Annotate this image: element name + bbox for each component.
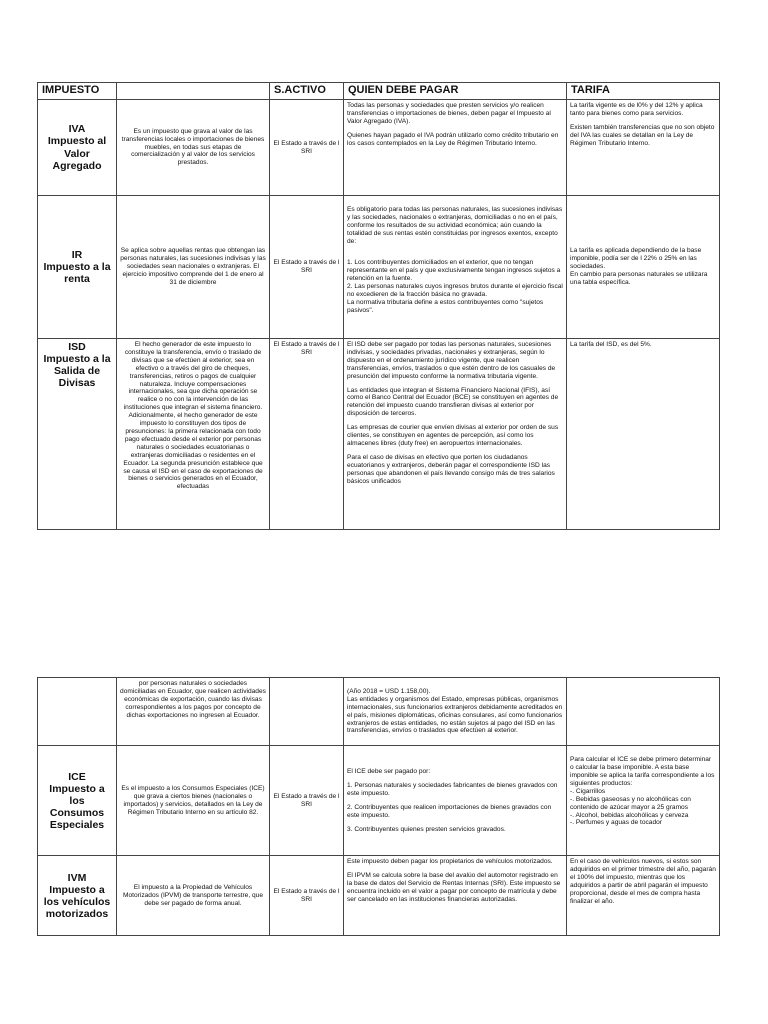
tax-description: Es un impuesto que grava al valor de las transferencias locales o importaciones de bienes muebles, en todas sus etapas de comercialización y al valor de los servicios prestados. (117, 100, 270, 196)
table-row (38, 100, 720, 196)
who-pays-cell: (Año 2018 = USD 1.158,00). Las entidades y organismos del Estado, empresas públicas, organismos internacionales, sus funcionarios extranjeros debidamente acreditados en el país, misiones diplomáticas, oficinas consulares, así como funcionarios extranjeros de estas entidades, no están sujetos al pago del ISD en las transferencias, envíos o traslados que efectúen al exterior. (344, 678, 567, 746)
tax-table-bottom (37, 677, 720, 936)
tax-name-cell: IVA Impuesto al Valor Agregado (38, 100, 117, 196)
table-row (38, 856, 720, 936)
table-row (38, 746, 720, 856)
active-subject: El Estado a través de l SRI (270, 100, 344, 196)
rate-cell: La tarifa es aplicada dependiendo de la base imponible, podía ser de l 22% o 25% en las sociedades. En cambio para personas naturales se utilizara una tabla específica. (567, 196, 720, 339)
header-impuesto: IMPUESTO (38, 83, 117, 100)
tax-description: por personas naturales o sociedades domiciliadas en Ecuador, que realicen actividades económicas de exportación, cuando las divisas correspondientes a los pagos por concepto de dichas exportaciones no ingresen al Ecuador. (117, 678, 270, 746)
who-pays-cell: Todas las personas y sociedades que presten servicios y/o realicen transferencias o importaciones de bienes, deben pagar el Impuesto al Valor Agregado (IVA). Quienes hayan pagado el IVA podrán utilizarlo como crédito tributario en los casos contemplados en la Ley de Régimen Tributario Interno. (344, 100, 567, 196)
table-row (38, 339, 720, 530)
tax-name-cell: ISD Impuesto a la Salida de Divisas (38, 339, 117, 530)
header-tarifa: TARIFA (567, 83, 720, 100)
rate-cell: Para calcular el ICE se debe primero determinar o calcular la base imponible. A esta base imponible se aplica la tarifa correspondiente a los siguientes productos: -. Cigarrillos -. Bebidas gaseosas y no alcohólicas con contenido de azúcar mayor a 25 gramos -. Alcohol, bebidas alcohólicas y cerveza -. Perfumes y aguas de tocador (567, 746, 720, 856)
tax-name-cell: IR Impuesto a la renta (38, 196, 117, 339)
rate-cell: En el caso de vehículos nuevos, si estos son adquiridos en el primer trimestre del año, pagarán el 100% del impuesto, mientras que los adquiridos a partir de abril pagarán el impuesto proporcional, desde el mes de compra hasta finalizar el año. (567, 856, 720, 936)
tax-name-cell: IVM Impuesto a los vehículos motorizados (38, 856, 117, 936)
active-subject: El Estado a través de l SRI (270, 746, 344, 856)
table-header-row (38, 83, 720, 100)
who-pays-cell: Es obligatorio para todas las personas naturales, las sucesiones indivisas y las sociedades, nacionales o extranjeras, domiciliadas o no en el país, conforme los resultados de su actividad económica; aún cuando la totalidad de sus rentas estén constituidas por ingresos exentos, excepto de: 1. Los contribuyentes domiciliados en el exterior, que no tengan representante en el país y que exclusivamente tengan ingresos sujetos a retención en la fuente. 2. Las personas naturales cuyos ingresos brutos durante el ejercicio fiscal no excedieren de la fracción básica no gravada. La normativa tributaria define a estos contribuyentes como "sujetos pasivos". (344, 196, 567, 339)
tax-description: Es el impuesto a los Consumos Especiales (ICE) que grava a ciertos bienes (nacionales o importados) y servicios, detallados en la Ley de Régimen Tributario Interno en su artículo 82. (117, 746, 270, 856)
header-empty (117, 83, 270, 100)
who-pays-cell: El ISD debe ser pagado por todas las personas naturales, sucesiones indivisas, y sociedades privadas, nacionales y extranjeras, según lo dispuesto en el ordenamiento jurídico vigente, que realicen transferencias, envíos, traslados o que estén dentro de los casuales de presunción del impuesto conforme la normativa tributaria vigente. Las entidades que integran el Sistema Financiero Nacional (IFIS), así como el Banco Central del Ecuador (BCE) se constituyen en agentes de retención del impuesto cuando transfieran divisas al exterior por disposición de terceros. Las empresas de courier que envíen divisas al exterior por orden de sus clientes, se constituyen en agentes de percepción, así como los almacenes libres (duty free) en aeropuertos internacionales. Para el caso de divisas en efectivo que porten los ciudadanos ecuatorianos y extranjeros, deberán pagar el correspondiente ISD las personas que abandonen el país llevando consigo más de tres salarios básicos unificados (344, 339, 567, 530)
rate-cell (567, 678, 720, 746)
table-row (38, 678, 720, 746)
rate-cell: La tarifa del ISD, es del 5%. (567, 339, 720, 530)
who-pays-cell: El ICE debe ser pagado por: 1. Personas naturales y sociedades fabricantes de bienes gravados con este impuesto. 2. Contribuyentes que realicen importaciones de bienes gravados con este impuesto. 3. Contribuyentes quienes presten servicios gravados. (344, 746, 567, 856)
header-quien-debe-pagar: QUIEN DEBE PAGAR (344, 83, 567, 100)
header-sujeto-activo: S.ACTIVO (270, 83, 344, 100)
tax-table-top (37, 82, 720, 530)
tax-name-cell (38, 678, 117, 746)
active-subject: El Estado a través de l SRI (270, 196, 344, 339)
active-subject: El Estado a través de l SRI (270, 856, 344, 936)
table-row (38, 196, 720, 339)
active-subject (270, 678, 344, 746)
tax-description: El impuesto a la Propiedad de Vehículos Motorizados (IPVM) de transporte terrestre, que debe ser pagado de forma anual. (117, 856, 270, 936)
tax-name-cell: ICE Impuesto a los Consumos Especiales (38, 746, 117, 856)
rate-cell: La tarifa vigente es de l0% y del 12% y aplica tanto para bienes como para servicios. Existen también transferencias que no son objeto del IVA las cuales se detallan en la Ley de Régimen Tributario Interno. (567, 100, 720, 196)
tax-description: Se aplica sobre aquellas rentas que obtengan las personas naturales, las sucesiones indivisas y las sociedades sean nacionales o extranjeras. El ejercicio impositivo comprende del 1 de enero al 31 de diciembre (117, 196, 270, 339)
who-pays-cell: Este impuesto deben pagar los propietarios de vehículos motorizados. El IPVM se calcula sobre la base del avalúo del automotor registrado en la base de datos del Servicio de Rentas Internas (SRI). Este impuesto se encuentra incluido en el valor a pagar por concepto de matrícula y debe ser cancelado en las instituciones financieras autorizadas. (344, 856, 567, 936)
tax-description: El hecho generador de este impuesto lo constituye la transferencia, envío o traslado de divisas que se efectúen al exterior, sea en efectivo o a través del giro de cheques, transferencias, retiros o pagos de cualquier naturaleza. Incluye compensaciones internacionales, sea que dicha operación se realice o no con la intervención de las instituciones que integran el sistema financiero. Adicionalmente, el hecho generador de este impuesto lo constituyen dos tipos de presunciones: la primera relacionada con todo pago efectuado desde el exterior por personas naturales o sociedades ecuatorianas o extranjeras domiciliadas o residentes en el Ecuador. La segunda presunción establece que se causa el ISD en el caso de exportaciones de bienes o servicios generados en el Ecuador, efectuadas (117, 339, 270, 530)
active-subject: El Estado a través de l SRI (270, 339, 344, 530)
